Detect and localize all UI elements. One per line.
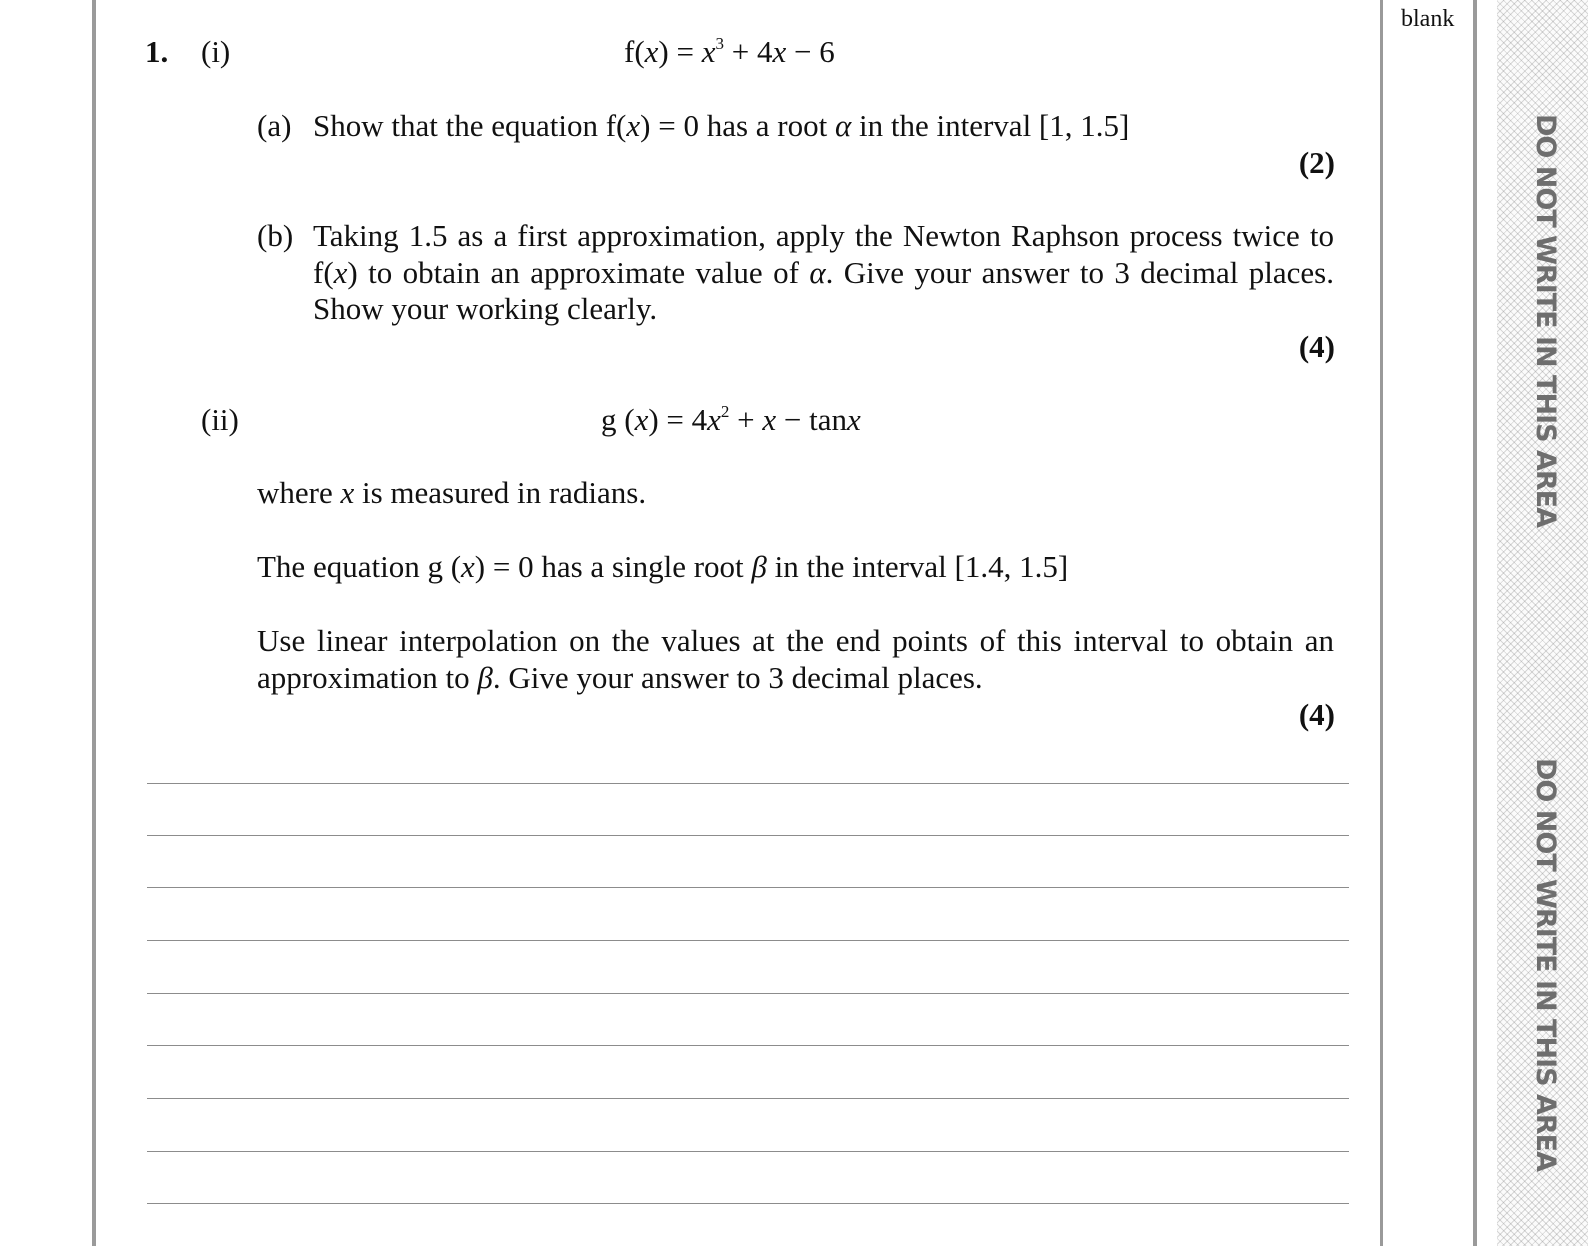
answer-line	[147, 1098, 1349, 1099]
margin-warning-bottom: DO NOT WRITE IN THIS AREA	[1530, 758, 1561, 1171]
left-border	[92, 0, 96, 1246]
answer-line	[147, 993, 1349, 994]
part-b-marks: (4)	[1298, 329, 1335, 364]
part-b-label: (b)	[257, 218, 294, 253]
root-statement: The equation g (x) = 0 has a single root β in the interval [1.4, 1.5]	[257, 549, 1069, 584]
interpolation-line2: approximation to β. Give your answer to 3 decimal places.	[257, 660, 983, 695]
answer-line	[147, 835, 1349, 836]
answer-line	[147, 1151, 1349, 1152]
question-number: 1.	[145, 34, 169, 69]
interpolation-line1: Use linear interpolation on the values at the end points of this interval to obtain an	[257, 623, 1334, 658]
answer-line	[147, 1045, 1349, 1046]
answer-line	[147, 887, 1349, 888]
right-border-inner	[1380, 0, 1383, 1246]
function-g-definition: g $(x) = 4x^2 + x - \tan x$	[601, 402, 861, 437]
function-f-definition: $f(x) = x^3 + 4x - 6$	[624, 34, 835, 69]
part-b-line2: f(x) to obtain an approximate value of α. Give your answer to 3 decimal places.	[313, 255, 1334, 290]
margin-warning-top: DO NOT WRITE IN THIS AREA	[1530, 114, 1561, 527]
blank-label: blank	[1401, 6, 1455, 32]
part-a-text: Show that the equation f(x) = 0 has a root α in the interval [1, 1.5]	[313, 108, 1130, 143]
part-b-line1: Taking 1.5 as a first approximation, apply the Newton Raphson process twice to	[313, 218, 1334, 253]
radians-note: where x is measured in radians.	[257, 475, 647, 510]
part-ii-marks: (4)	[1298, 697, 1335, 732]
answer-line	[147, 1203, 1349, 1204]
right-border-outer	[1473, 0, 1477, 1246]
answer-line	[147, 783, 1349, 784]
part-a-marks: (2)	[1298, 145, 1335, 180]
answer-line	[147, 940, 1349, 941]
part1-label: (i)	[201, 34, 231, 69]
part2-label: (ii)	[201, 402, 239, 437]
part-a-label: (a)	[257, 108, 292, 143]
part-b-line3: Show your working clearly.	[313, 291, 658, 326]
